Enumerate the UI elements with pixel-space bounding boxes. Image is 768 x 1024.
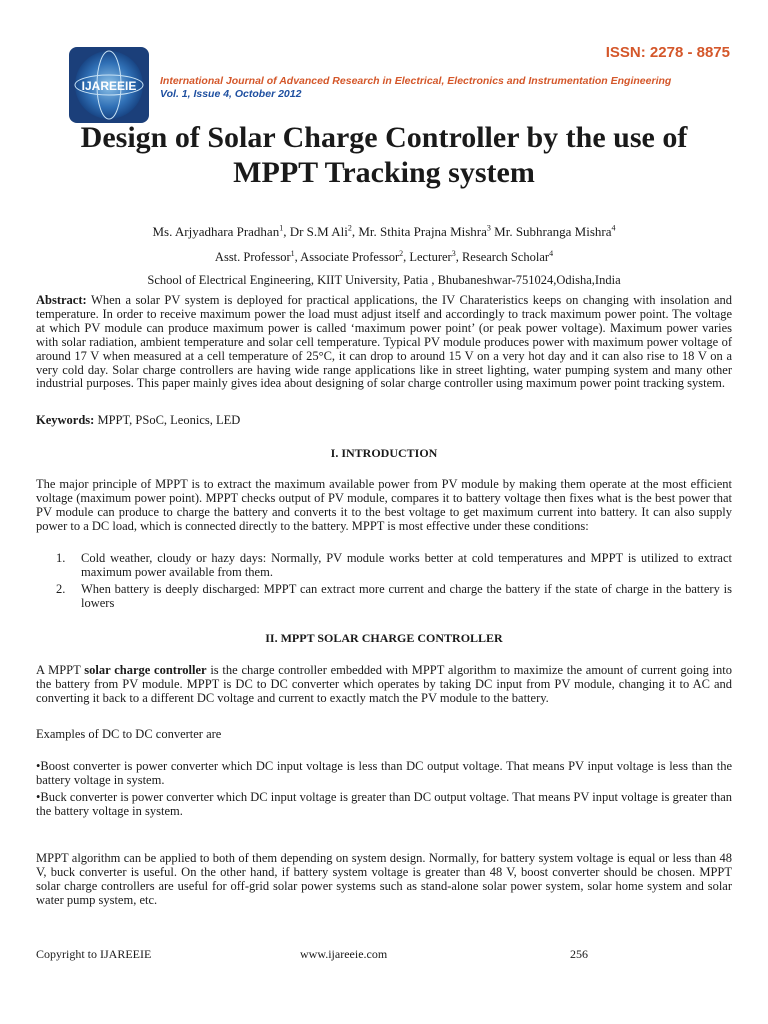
authors-line <box>40 224 728 240</box>
author-4-sup: 4 <box>611 223 616 233</box>
designations-line <box>40 250 728 265</box>
journal-name: International Journal of Advanced Research in Electrical, Electronics and Instrumentation Engineering <box>160 75 672 87</box>
boost-converter-paragraph: •Boost converter is power converter which DC input voltage is less than DC output voltage. That means PV input voltage is less than the battery voltage in system. <box>36 759 732 787</box>
author-1: Ms. Arjyadhara Pradhan <box>152 224 280 239</box>
author-2: , Dr S.M Ali <box>283 224 348 239</box>
abstract <box>36 294 732 391</box>
footer-copyright: Copyright to IJAREEIE <box>36 947 152 961</box>
keywords-label: Keywords: <box>36 413 95 427</box>
logo-text: IJAREEIE <box>81 79 137 93</box>
footer-page-number: 256 <box>570 947 588 961</box>
paper-title <box>40 120 728 190</box>
title-line-2: MPPT Tracking system <box>233 156 535 189</box>
footer-website[interactable]: www.ijareeie.com <box>300 947 388 961</box>
section-1-heading: I. INTRODUCTION <box>330 446 438 460</box>
list-item-text: Cold weather, cloudy or hazy days: Normally, PV module works better at cold temperatures and MPPT is utilized to extract maximum power available from them. <box>81 551 732 579</box>
list-item <box>56 583 732 611</box>
algorithm-paragraph: MPPT algorithm can be applied to both of them depending on system design. Normally, for battery system voltage is equal or less than 48 V, buck converter is useful. On the other hand, if battery system voltage is greater than 48 V, boost converter should be chosen. MPPT solar charge controllers are useful for off-grid solar power systems such as stand-alone solar power system, solar home system and solar water pump system, etc. <box>36 851 732 907</box>
list-item-number: 2. <box>56 582 66 596</box>
author-2-sup: 2 <box>347 223 352 233</box>
designation-3: , Lecturer <box>403 250 452 264</box>
title-line-1: Design of Solar Charge Controller by the use of <box>80 121 688 154</box>
designation-4-sup: 4 <box>549 248 554 258</box>
list-item-text: When battery is deeply discharged: MPPT can extract more current and charge the battery if the state of charge in the battery is lowers <box>81 582 732 610</box>
designation-1: Asst. Professor <box>214 250 291 264</box>
designation-3-sup: 3 <box>451 248 456 258</box>
journal-volume: Vol. 1, Issue 4, October 2012 <box>160 88 302 100</box>
intro-paragraph: The major principle of MPPT is to extract the maximum available power from PV module by making them operate at the most efficient voltage (maximum power point). MPPT checks output of PV module, compares it to battery voltage then fixes what is the best power that PV module can produce to charge the battery and converts it to the best voltage to get maximum current into battery. It can also supply power to a DC load, which is connected directly to the battery. MPPT is most effective under these conditions: <box>36 477 732 533</box>
journal-logo <box>66 44 152 126</box>
examples-line: Examples of DC to DC converter are <box>36 727 222 741</box>
author-4: Mr. Subhranga Mishra <box>490 224 612 239</box>
author-1-sup: 1 <box>279 223 284 233</box>
author-3: , Mr. Sthita Prajna Mishra <box>351 224 487 239</box>
mppt-paragraph-pre: A MPPT <box>36 663 85 677</box>
mppt-paragraph-post: is the charge controller embedded with MPPT algorithm to maximize the amount of current going into the battery from PV module. MPPT is DC to DC converter which operates by taking DC input from PV module, changing it to AC and converting it back to a different DC voltage and current to exactly match the PV module to the battery. <box>36 663 733 705</box>
mppt-paragraph <box>36 664 732 706</box>
designation-4: , Research Scholar <box>455 250 550 264</box>
issn-label: ISSN: 2278 - 8875 <box>605 44 730 61</box>
affiliation: School of Electrical Engineering, KIIT University, Patia , Bhubaneshwar-751024,Odisha,India <box>147 273 621 287</box>
buck-converter-paragraph: •Buck converter is power converter which DC input voltage is greater than DC output voltage. That means PV input voltage is greater than the battery voltage in system. <box>36 790 732 818</box>
section-2-heading: II. MPPT SOLAR CHARGE CONTROLLER <box>265 631 503 645</box>
list-item <box>56 552 732 580</box>
abstract-label: Abstract: <box>36 293 87 307</box>
designation-2: , Associate Professor <box>294 250 400 264</box>
author-3-sup: 3 <box>486 223 491 233</box>
designation-1-sup: 1 <box>290 248 295 258</box>
abstract-text: When a solar PV system is deployed for practical applications, the IV Charateristics keeps on changing with insolation and temperature. In order to receive maximum power the load must adjust itself and accordingly to track maximum power point. The voltage at which PV module can produce maximum power is called ‘maximum power point’ (or peak power voltage). Maximum power varies with solar radiation, ambient temperature and solar cell temperature. Typical PV module produces power with maximum power voltage of around 17 V when measured at a cell temperature of 25°C, it can drop to around 15 V on a very hot day and it can also rise to 18 V on a very cold day. Solar charge controllers are having wide range applications like in street lighting, water pumping system and many other industrial purposes. This paper mainly gives idea about designing of solar charge controller using maximum power point tracking system. <box>36 293 732 391</box>
keywords-text: MPPT, PSoC, Leonics, LED <box>94 413 241 427</box>
list-item-number: 1. <box>56 551 66 565</box>
mppt-paragraph-bold: solar charge controller <box>84 663 207 677</box>
designation-2-sup: 2 <box>399 248 404 258</box>
keywords <box>36 414 732 428</box>
